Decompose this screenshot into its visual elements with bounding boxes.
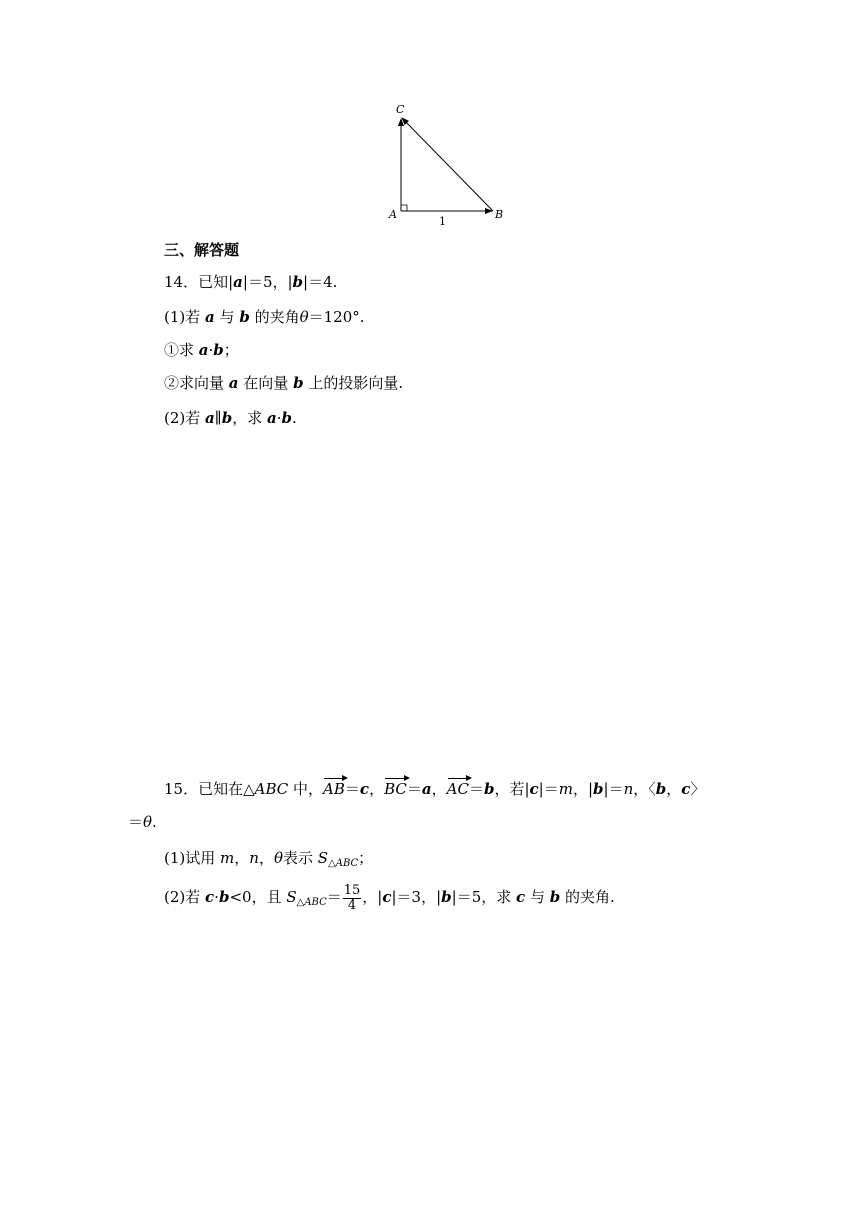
theta-symbol: θ	[143, 813, 153, 831]
q15-text: ，若|	[494, 780, 530, 798]
area-subscript: △ABC	[328, 858, 359, 869]
vector-a: a	[205, 308, 215, 326]
parallel-symbol: ∥	[214, 409, 222, 427]
vector-b: b	[483, 780, 495, 798]
section-heading: 三、解答题	[164, 241, 240, 259]
q15-text: ，|	[572, 780, 594, 798]
q14-text: ＝120°.	[308, 308, 365, 326]
vector-b: b	[213, 341, 224, 359]
vector-b: b	[281, 409, 292, 427]
q15-text: 已知在△	[198, 780, 255, 798]
vector-b: b	[549, 888, 561, 906]
vector-c: c	[529, 780, 539, 798]
q15-text: ＝	[344, 780, 360, 798]
q14-text: 与	[214, 308, 240, 326]
q14-text: |＝5，|	[242, 273, 293, 291]
q15-text: ＝	[326, 888, 342, 906]
q15-text: 〉	[690, 780, 706, 798]
q15-part2	[164, 880, 615, 920]
variable-m: m	[220, 849, 235, 867]
variable-m: m	[558, 780, 573, 798]
vector-b: b	[218, 888, 230, 906]
vector-b: b	[441, 888, 452, 906]
vector-b: b	[292, 273, 304, 291]
right-angle-mark	[401, 205, 407, 211]
vector-a: a	[266, 409, 277, 427]
q14-text: 在向量	[238, 374, 294, 392]
vector-b: b	[593, 780, 604, 798]
q14-text: 上的投影向量.	[303, 374, 404, 392]
q15-text: ，	[431, 780, 447, 798]
q15-text: ＝	[468, 780, 484, 798]
theta-symbol: θ	[299, 308, 309, 326]
vector-c: c	[516, 888, 526, 906]
vector-a: a	[228, 374, 239, 392]
vector-bc: BC	[384, 780, 407, 798]
vector-a: a	[421, 780, 432, 798]
vector-c: c	[359, 780, 370, 798]
q15-text: ，〈	[633, 780, 656, 798]
q15-text: ，	[369, 780, 385, 798]
q15-part1	[164, 848, 373, 874]
vector-a: a	[233, 273, 243, 291]
dot-symbol: ·	[276, 409, 282, 427]
q14-text: ，求	[232, 409, 267, 427]
q15-text: |＝5，求	[451, 888, 517, 906]
q15-text: ；	[358, 849, 374, 867]
q15-text: <0，且	[229, 888, 287, 906]
q15-text: |＝	[603, 780, 624, 798]
theta-symbol: θ	[273, 849, 283, 867]
label-b: B	[495, 208, 504, 221]
dot-symbol: ·	[208, 341, 214, 359]
dot-symbol: ·	[214, 888, 219, 906]
q15-stem	[164, 779, 705, 799]
q14-text: 已知|	[198, 273, 234, 291]
segment-bc	[402, 118, 493, 211]
q14-stem	[164, 272, 337, 292]
label-side-length: 1	[439, 215, 446, 228]
q14-text: ①求	[164, 341, 199, 359]
q14-text: (2)若	[164, 409, 206, 427]
vector-c: c	[382, 888, 392, 906]
q14-text: (1)若	[164, 308, 206, 326]
q15-number: 15．	[164, 780, 199, 798]
q15-text: (2)若	[164, 888, 206, 906]
q14-text: .	[292, 409, 297, 427]
q14-sub1	[164, 340, 239, 360]
area-symbol: S	[286, 888, 297, 906]
variable-n: n	[249, 849, 259, 867]
label-a: A	[389, 208, 397, 221]
vector-c: c	[205, 888, 215, 906]
q15-text: 中，	[288, 780, 324, 798]
vector-b: b	[221, 409, 233, 427]
q15-text: |＝	[538, 780, 559, 798]
q14-text: 的夹角	[249, 308, 300, 326]
q15-text: ，	[234, 849, 250, 867]
q15-text: 与	[525, 888, 550, 906]
triangle-figure	[380, 100, 520, 230]
vector-a: a	[198, 341, 209, 359]
fraction-denominator: 4	[347, 897, 357, 913]
fraction-numerator: 15	[343, 882, 361, 898]
q14-text: ；	[223, 341, 239, 359]
q14-text: |＝4.	[303, 273, 338, 291]
q15-text: .	[152, 813, 157, 831]
area-subscript: △ABC	[296, 897, 327, 908]
vector-ab: AB	[323, 780, 345, 798]
q14-part2	[164, 408, 297, 428]
q14-text: ②求向量	[164, 374, 229, 392]
vector-a: a	[205, 409, 215, 427]
q15-text: ，|	[362, 888, 383, 906]
triangle-name: ABC	[254, 780, 289, 798]
vector-b: b	[655, 780, 667, 798]
vector-c: c	[681, 780, 691, 798]
vector-ac: AC	[446, 780, 469, 798]
area-symbol: S	[317, 849, 329, 867]
q15-text: 的夹角.	[560, 888, 615, 906]
label-c: C	[396, 103, 405, 116]
vector-b: b	[293, 374, 304, 392]
q14-number: 14．	[164, 273, 199, 291]
q15-text: ＝	[128, 813, 144, 831]
fraction-15-over-4	[343, 884, 362, 913]
q15-text: ，	[258, 849, 274, 867]
q15-text: |＝3，|	[391, 888, 442, 906]
vector-b: b	[239, 308, 250, 326]
q14-sub2	[164, 373, 403, 393]
q14-part1	[164, 307, 365, 327]
q15-stem-line2	[128, 812, 157, 832]
variable-n: n	[623, 780, 634, 798]
q15-text: ＝	[406, 780, 422, 798]
q15-text: 表示	[283, 849, 318, 867]
q15-text: ，	[666, 780, 682, 798]
q15-text: (1)试用	[164, 849, 221, 867]
